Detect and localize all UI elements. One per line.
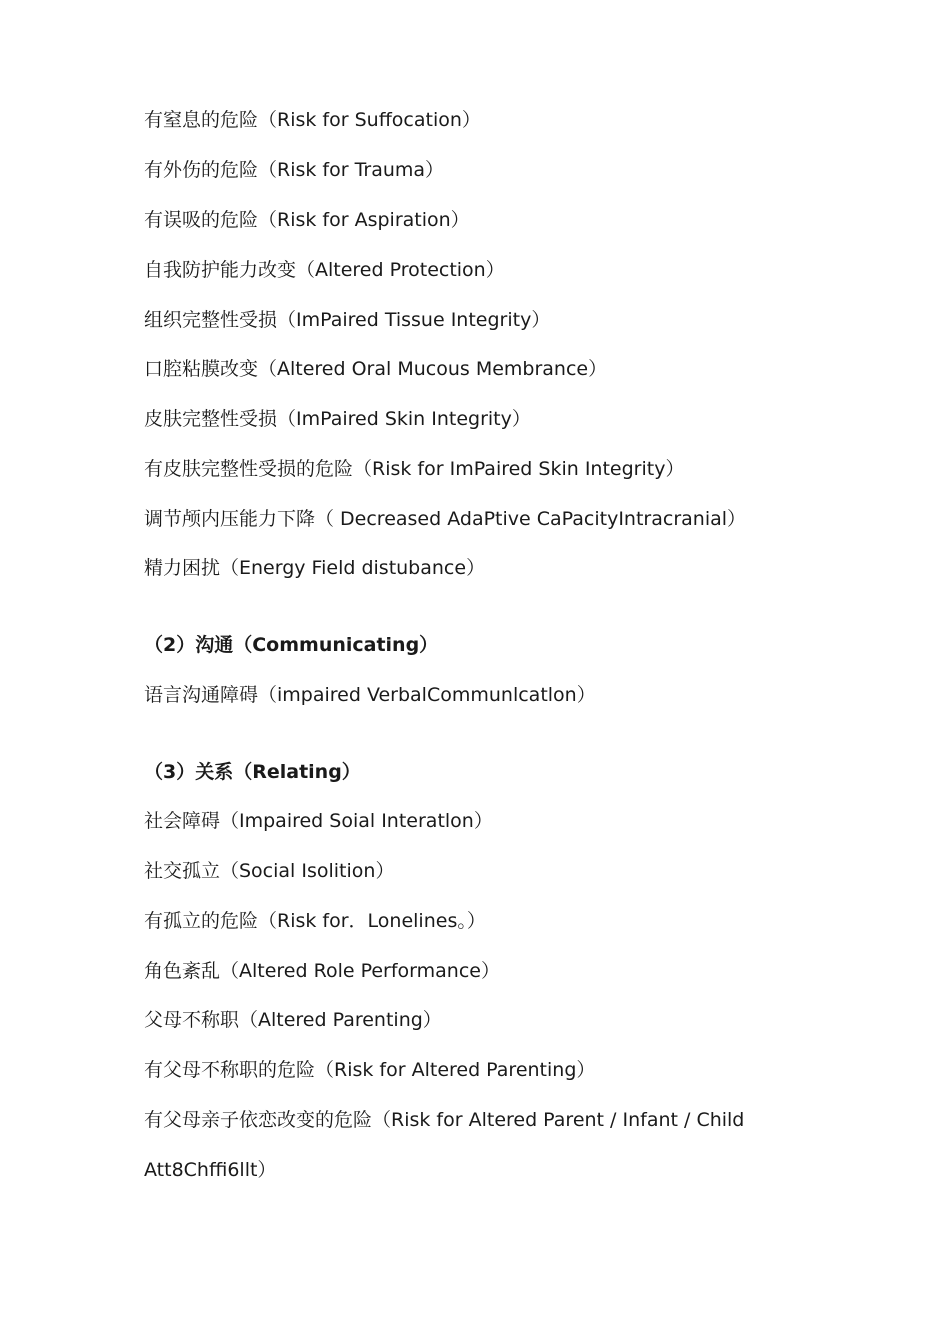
- list-item: 精力困扰（Energy Field distubance）: [144, 557, 486, 579]
- list-item: 组织完整性受损（ImPaired Tissue Integrity）: [144, 309, 551, 331]
- list-item: 有父母亲子依恋改变的危险（Risk for Altered Parent / Infant / Child: [144, 1109, 745, 1131]
- list-item-continuation: Att8Chffi6llt）: [144, 1159, 277, 1181]
- section-heading-relating: （3）关系（Relating）: [144, 761, 361, 783]
- list-item: 有窒息的危险（Risk for Suffocation）: [144, 109, 481, 131]
- list-item: 有外伤的危险（Risk for Trauma）: [144, 159, 445, 181]
- list-item: 社交孤立（Social Isolition）: [144, 860, 395, 882]
- section-heading-communicating: （2）沟通（Communicating）: [144, 634, 439, 656]
- list-item: 有孤立的危险（Risk for．Lonelines。）: [144, 910, 486, 932]
- list-item: 语言沟通障碍（impaired VerbalCommunlcatlon）: [144, 684, 596, 706]
- list-item: 口腔粘膜改变（Altered Oral Mucous Membrance）: [144, 358, 608, 380]
- list-item: 父母不称职（Altered Parenting）: [144, 1009, 442, 1031]
- list-item: 皮肤完整性受损（ImPaired Skin Integrity）: [144, 408, 531, 430]
- list-item: 有父母不称职的危险（Risk for Altered Parenting）: [144, 1059, 596, 1081]
- list-item: 调节颅内压能力下降（ Decreased AdaPtive CaPacityIntracranial）: [144, 508, 747, 530]
- list-item: 有误吸的危险（Risk for Aspiration）: [144, 209, 470, 231]
- list-item: 有皮肤完整性受损的危险（Risk for ImPaired Skin Integrity）: [144, 458, 685, 480]
- list-item: 社会障碍（Impaired Soial Interatlon）: [144, 810, 493, 832]
- list-item: 自我防护能力改变（Altered Protection）: [144, 259, 505, 281]
- list-item: 角色紊乱（Altered Role Performance）: [144, 960, 500, 982]
